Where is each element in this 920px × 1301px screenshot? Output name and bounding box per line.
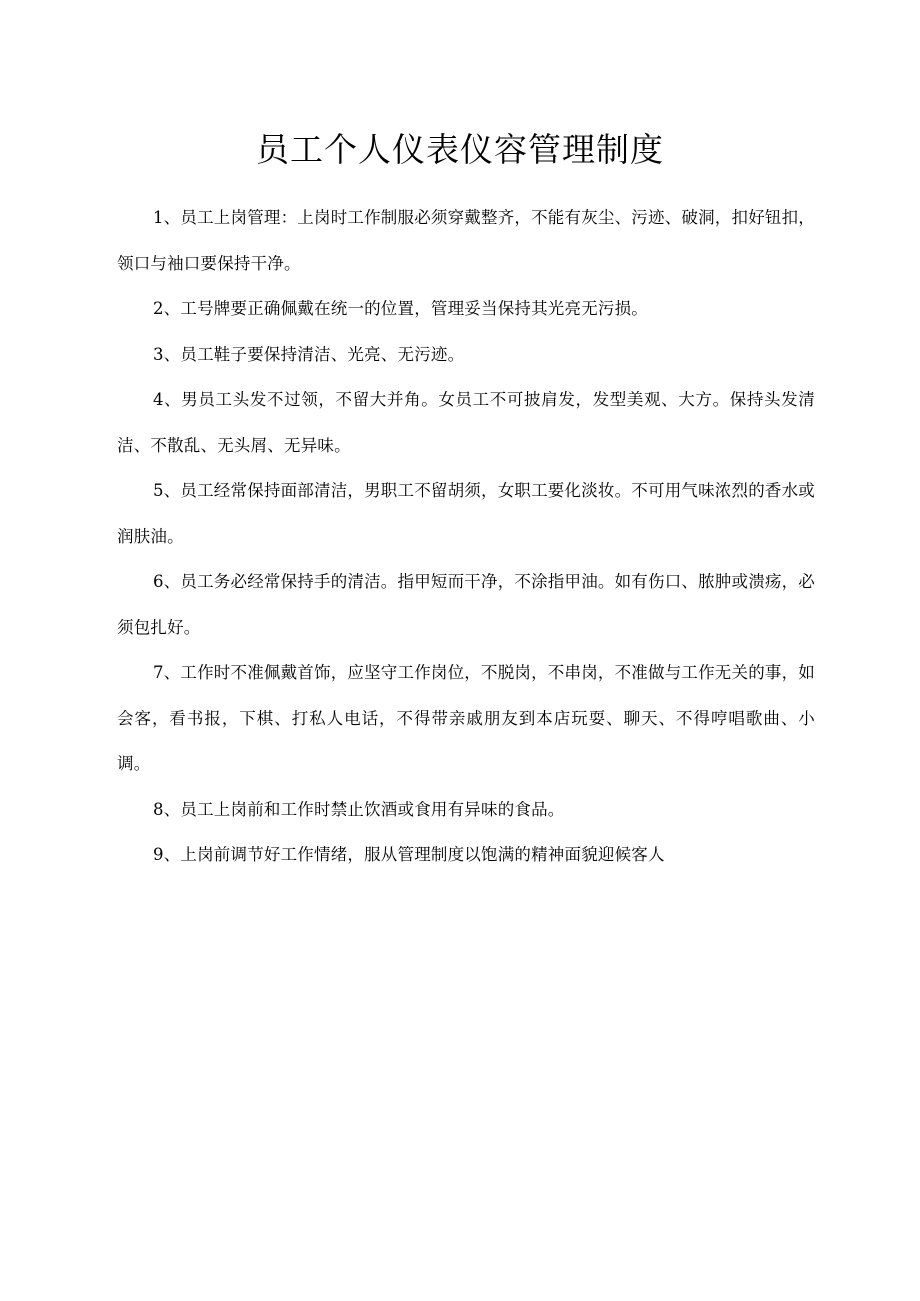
rule-paragraph-3: 3、员工鞋子要保持清洁、光亮、无污迹。 (153, 344, 465, 364)
rule-paragraph-6: 6、员工务必经常保持手的清洁。指甲短而干净，不涂指甲油。如有伤口、脓肿或溃疡，必须包扎好。 (117, 572, 815, 637)
rule-paragraph-1: 1、员工上岗管理：上岗时工作制服必须穿戴整齐，不能有灰尘、污迹、破洞，扣好钮扣，领口与袖口要保持干净。 (117, 208, 815, 273)
document-title: 员工个人仪表仪容管理制度 (256, 130, 664, 169)
document-body (117, 195, 815, 878)
rule-paragraph-7: 7、工作时不准佩戴首饰，应坚守工作岗位，不脱岗，不串岗，不准做与工作无关的事，如会客，看书报，下棋、打私人电话，不得带亲戚朋友到本店玩耍、聊天、不得哼唱歌曲、小调。 (117, 663, 815, 773)
rule-paragraph-9: 9、上岗前调节好工作情绪，服从管理制度以饱满的精神面貌迎候客人 (153, 845, 665, 864)
rule-paragraph-4: 4、男员工头发不过领，不留大并角。女员工不可披肩发，发型美观、大方。保持头发清洁、不散乱、无头屑、无异味。 (117, 390, 815, 455)
rule-paragraph-2: 2、工号牌要正确佩戴在统一的位置，管理妥当保持其光亮无污损。 (153, 299, 648, 318)
rule-paragraph-8: 8、员工上岗前和工作时禁止饮酒或食用有异味的食品。 (153, 799, 565, 819)
rule-paragraph-5: 5、员工经常保持面部清洁，男职工不留胡须，女职工要化淡妆。不可用气味浓烈的香水或润肤油。 (117, 481, 815, 546)
